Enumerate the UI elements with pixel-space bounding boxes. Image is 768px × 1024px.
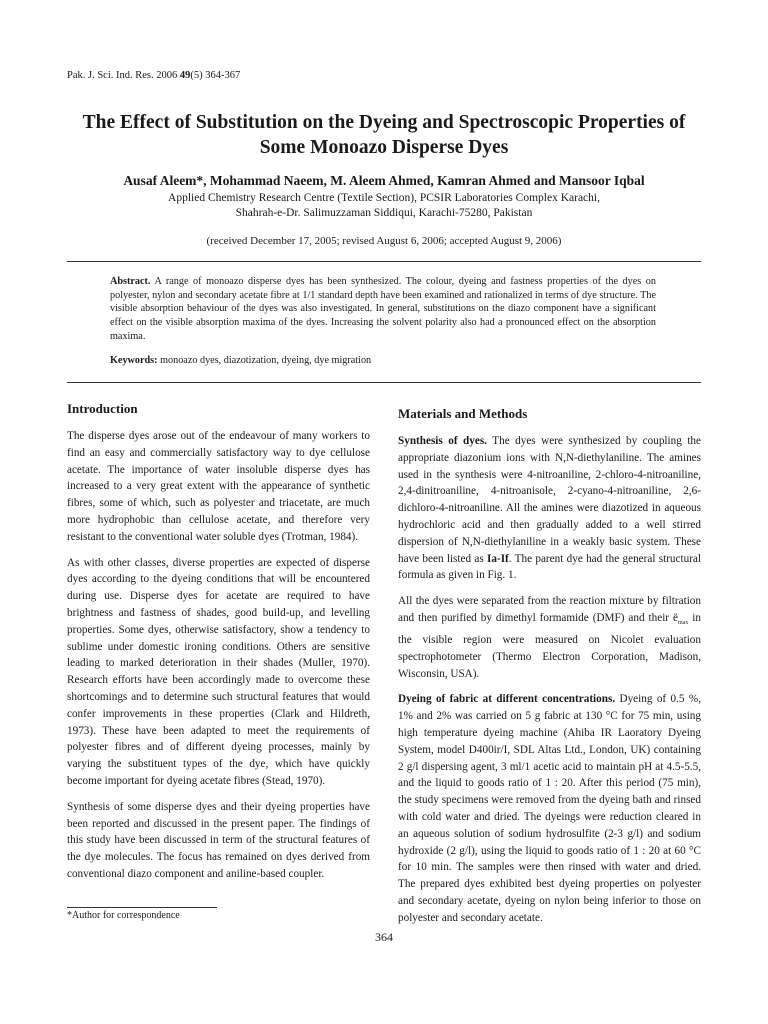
left-column [67, 400, 370, 892]
intro-paragraph-1: The disperse dyes arose out of the endeavour of many workers to find an easy and commercially satisfactory way to dye cellulose acetate. The importance of water insoluble disperse dyes has increased to a very great extent with the appearance of synthetic fibres, some of which, such as polyester and triacetate, are much more hydrophobic than cellulose acetate, and therefore very resistant to the conventional water soluble dyes (Trotman, 1984). [67, 430, 370, 543]
affiliation: Applied Chemistry Research Centre (Textile Section), PCSIR Laboratories Complex Karachi, Shahrah-e-Dr. Salimuzzaman Siddiqui, Karachi-75280, Pakistan [168, 192, 600, 219]
methods-paragraph-1: Synthesis of dyes. The dyes were synthesized by coupling the appropriate diazonium ions with N,N-diethylaniline. The amines used in the synthesis were 4-nitroaniline, 2-chloro-4-nitroaniline, 2,4-dinitroaniline, 4-nitroanisole, 2-cyano-4-nitroaniline, 2,6-dichloro-4-nitroaniline. All the amines were diazotized in aqueous hydrochloric acid and then gradually added to a well stirred dispersion of N,N-diethylaniline in a weakly basic system. These have been listed as Ia-If. The parent dye had the general structural formula as given in Fig. 1. [398, 435, 701, 582]
intro-paragraph-2: As with other classes, diverse properties are expected of disperse dyes according to the dyeing conditions that will be encountered during use. Disperse dyes for acetate are required to have brightness and fastness of shades, good build-up, and levelling properties. Some dyes, otherwise satisfactory, show a tendency to sublime under domestic ironing conditions. Others are sensitive leading to marked deterioration in their shades (Muller, 1970). Research efforts have been accordingly made to overcome these shortcomings and to determine such structural features that would confer improvements in these properties (Clark and Hildreth, 1973). These have been adapted to meet the requirements of polyester fibres and of different dyeing processes, mainly by varying the substituent types of the dye, which have quickly become important for dyeing acetate fibres (Stead, 1970). [67, 556, 370, 787]
author-list: Ausaf Aleem*, Mohammad Naeem, M. Aleem Ahmed, Kamran Ahmed and Mansoor Iqbal [123, 173, 645, 188]
methods-paragraph-3: Dyeing of fabric at different concentrations. Dyeing of 0.5 %, 1% and 2% was carried on 5 g fabric at 130 °C for 75 min, using high temperature dyeing machine (Ahiba IR Laoratory Dyeing System, model D400ir/I, SDL Altas Ltd., London, UK) containing 2 g/l dispersing agent, 3 ml/1 acetic acid to maintain pH at 4.5-5.5, and the liquid to goods ratio of 1 : 20. After this period (75 min), the study specimens were removed from the dyeing bath and rinsed with cold water and dried. The dyeings were reduction cleared in an aqueous solution of sodium hydrosulfite (2-3 g/l) and sodium hydroxide (2 g/l), using the liquid to goods ratio of 1 : 20 at 60 °C for 10 min. The samples were then rinsed with water and dried. The prepared dyes exhibited best dyeing properties on polyester and secondary acetate, dyeing on nylon being inferior to those on polyester and secondary acetate. [398, 693, 701, 924]
received-dates: (received December 17, 2005; revised August 6, 2006; accepted August 9, 2006) [206, 235, 562, 247]
footnote-divider [67, 907, 217, 908]
keywords: Keywords: monoazo dyes, diazotization, dyeing, dye migration [110, 355, 372, 366]
header-divider [67, 261, 701, 262]
journal-citation: Pak. J. Sci. Ind. Res. 2006 49(5) 364-367 [67, 70, 241, 81]
introduction-heading: Introduction [67, 401, 138, 416]
methods-paragraph-2: All the dyes were separated from the reaction mixture by filtration and then purified by dimethyl formamide (DMF) and their $ë_{max}$ in the visible region were measured on Nicolet evaluation spectrophotometer (Thermo Electron Corporation, Madison, Wisconsin, USA). [398, 595, 701, 680]
footnote: *Author for correspondence [67, 910, 180, 921]
methods-heading: Materials and Methods [398, 406, 528, 421]
intro-paragraph-3: Synthesis of some disperse dyes and their dyeing properties have been reported and discussed in the present paper. The findings of this study have been discussed in term of the structural features of the dye molecules. The focus has remained on dyes derived from conventional diazo component and aniline-based coupler. [67, 800, 370, 880]
abstract-divider [67, 382, 701, 383]
paper-title: The Effect of Substitution on the Dyeing and Spectroscopic Properties of Some Monoazo Disperse Dyes [82, 112, 686, 158]
abstract: Abstract. A range of monoazo disperse dyes has been synthesized. The colour, dyeing and fastness properties of the dyes on polyester, nylon and secondary acetate fibre at 1/1 standard depth have been examined and rationalized in terms of dye structure. The visible absorption behaviour of the dyes was also investigated. In general, substitutions on the diazo component have a significant effect on the visible absorption maxima of the dyes. Increasing the solvent polarity also had a pronounced effect on the absorption maxima. [110, 276, 656, 342]
page-number: 364 [375, 930, 393, 944]
right-column [398, 405, 701, 936]
